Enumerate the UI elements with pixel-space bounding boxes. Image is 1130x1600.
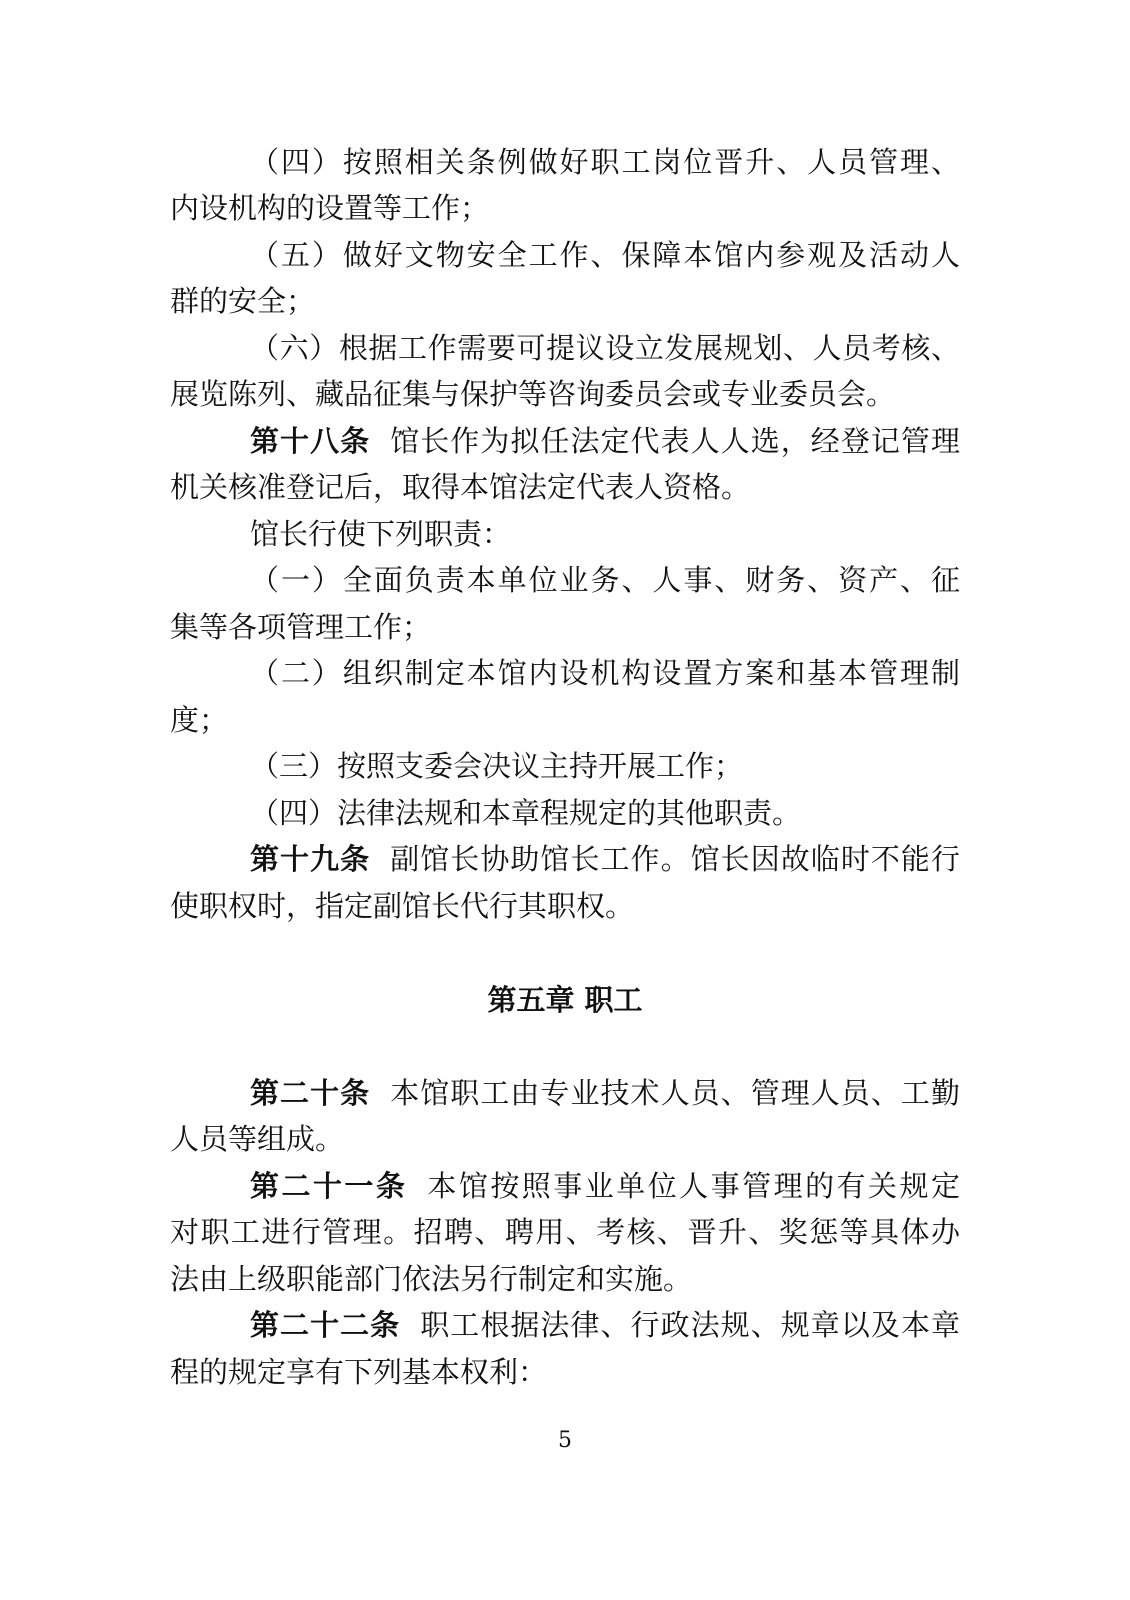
article-22-text: 职工根据法律、行政法规、规章以及本章 [420, 1308, 960, 1342]
text-line: （五）做好文物安全工作、保障本馆内参观及活动人 [250, 238, 960, 272]
text-line: 法由上级职能部门依法另行制定和实施。 [170, 1262, 693, 1296]
article-20-line [250, 1073, 960, 1113]
article-22-line [250, 1305, 960, 1345]
chapter-heading: 第五章 职工 [487, 983, 643, 1017]
article-18-line [250, 421, 960, 461]
article-20-text: 本馆职工由专业技术人员、管理人员、工勤 [390, 1076, 960, 1110]
article-21-title: 第二十一条 [250, 1169, 408, 1203]
article-21-text: 本馆按照事业单位人事管理的有关规定 [427, 1169, 960, 1203]
text-line: （四）法律法规和本章程规定的其他职责。 [250, 796, 802, 830]
article-20-title: 第二十条 [250, 1076, 371, 1110]
page-number: 5 [558, 1428, 572, 1453]
article-19-title: 第十九条 [250, 842, 371, 876]
text-line: 对职工进行管理。招聘、聘用、考核、晋升、奖惩等具体办 [170, 1215, 960, 1249]
text-line: （一）全面负责本单位业务、人事、财务、资产、征 [250, 563, 960, 597]
text-line: （二）组织制定本馆内设机构设置方案和基本管理制 [250, 656, 960, 690]
text-line: （四）按照相关条例做好职工岗位晋升、人员管理、 [250, 145, 960, 179]
text-line: 馆长行使下列职责： [250, 517, 512, 551]
text-line: 展览陈列、藏品征集与保护等咨询委员会或专业委员会。 [170, 377, 896, 411]
article-19-text: 副馆长协助馆长工作。馆长因故临时不能行 [390, 842, 960, 876]
text-line: 人员等组成。 [170, 1122, 345, 1156]
text-line: 程的规定享有下列基本权利： [170, 1355, 548, 1389]
article-18-text: 馆长作为拟任法定代表人人选，经登记管理 [390, 424, 960, 458]
article-19-line [250, 839, 960, 879]
article-22-title: 第二十二条 [250, 1308, 401, 1342]
article-21-line [250, 1166, 960, 1206]
text-line: 度； [170, 703, 229, 737]
text-line: 机关核准登记后，取得本馆法定代表人资格。 [170, 470, 751, 504]
text-line: （六）根据工作需要可提议设立发展规划、人员考核、 [250, 331, 960, 365]
text-line: （三）按照支委会决议主持开展工作； [250, 749, 744, 783]
article-18-title: 第十八条 [250, 424, 371, 458]
text-line: 使职权时，指定副馆长代行其职权。 [170, 889, 635, 923]
text-line: 集等各项管理工作； [170, 610, 432, 644]
text-line: 内设机构的设置等工作； [170, 191, 490, 225]
text-line: 群的安全； [170, 284, 316, 318]
